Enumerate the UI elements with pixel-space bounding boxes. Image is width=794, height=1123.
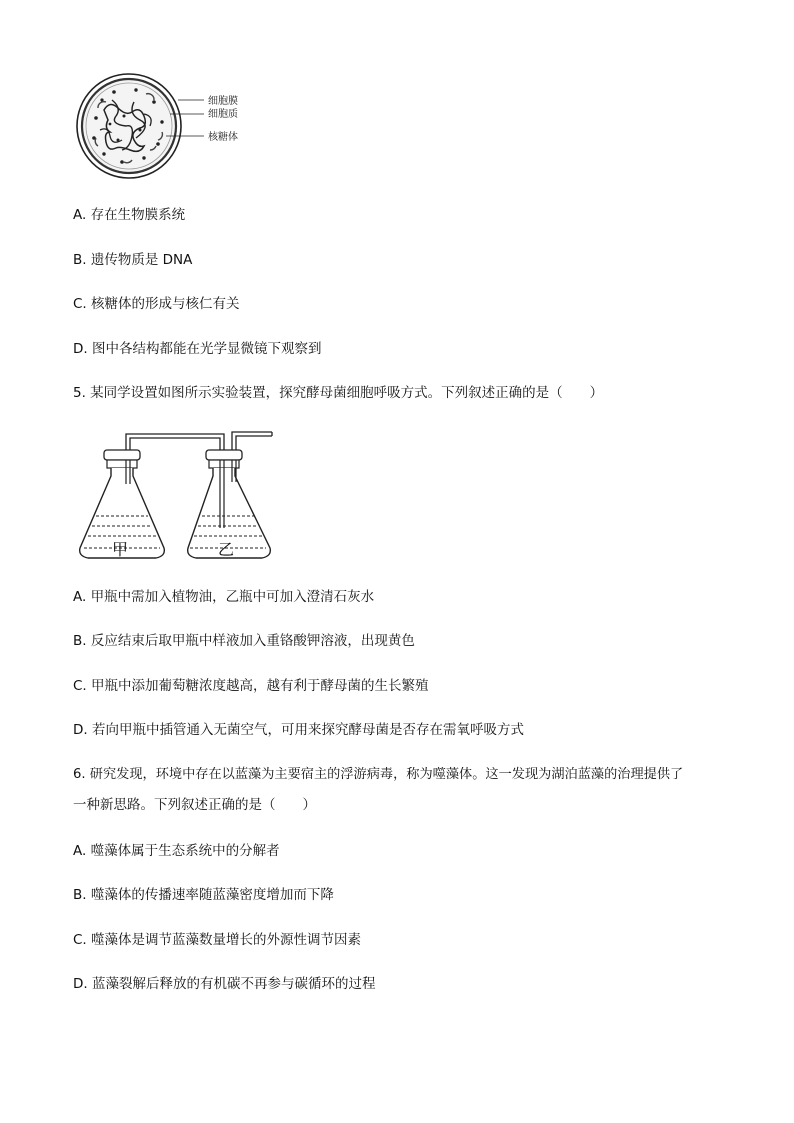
label-cytoplasm: 细胞质 xyxy=(208,109,238,120)
label-ribosome: 核糖体 xyxy=(208,132,238,143)
q5-stem: 5. 某同学设置如图所示实验装置，探究酵母菌细胞呼吸方式。下列叙述正确的是（ ） xyxy=(73,385,604,401)
flask-jia xyxy=(80,450,165,559)
q4-option-d: D. 图中各结构都能在光学显微镜下观察到 xyxy=(73,341,322,357)
label-cell-membrane: 细胞膜 xyxy=(208,96,238,107)
q6-stem-line-2: 一种新思路。下列叙述正确的是（ ） xyxy=(73,797,316,813)
q6-option-b: B. 噬藻体的传播速率随蓝藻密度增加而下降 xyxy=(73,887,334,903)
q5-option-d: D. 若向甲瓶中插管通入无菌空气，可用来探究酵母菌是否存在需氧呼吸方式 xyxy=(73,722,524,738)
q5-option-c: C. 甲瓶中添加葡萄糖浓度越高，越有利于酵母菌的生长繁殖 xyxy=(73,678,429,694)
cell-diagram xyxy=(74,70,254,182)
q6-stem-line-1: 6. 研究发现，环境中存在以蓝藻为主要宿主的浮游病毒，称为噬藻体。这一发现为湖泊蓝藻的治理提供了 xyxy=(73,767,684,782)
flask-yi xyxy=(188,450,271,559)
q4-option-a: A. 存在生物膜系统 xyxy=(73,207,186,223)
flask-apparatus xyxy=(74,424,274,564)
q5-option-b: B. 反应结束后取甲瓶中样液加入重铬酸钾溶液，出现黄色 xyxy=(73,633,415,649)
q4-option-b: B. 遗传物质是 DNA xyxy=(73,252,193,268)
flask-yi-label: 乙 xyxy=(218,540,235,559)
q5-option-a: A. 甲瓶中需加入植物油，乙瓶中可加入澄清石灰水 xyxy=(73,589,375,605)
q6-option-d: D. 蓝藻裂解后释放的有机碳不再参与碳循环的过程 xyxy=(73,976,376,992)
q4-option-c: C. 核糖体的形成与核仁有关 xyxy=(73,296,240,312)
q6-option-a: A. 噬藻体属于生态系统中的分解者 xyxy=(73,843,280,859)
flask-jia-label: 甲 xyxy=(112,540,129,559)
q6-option-c: C. 噬藻体是调节蓝藻数量增长的外源性调节因素 xyxy=(73,932,362,948)
